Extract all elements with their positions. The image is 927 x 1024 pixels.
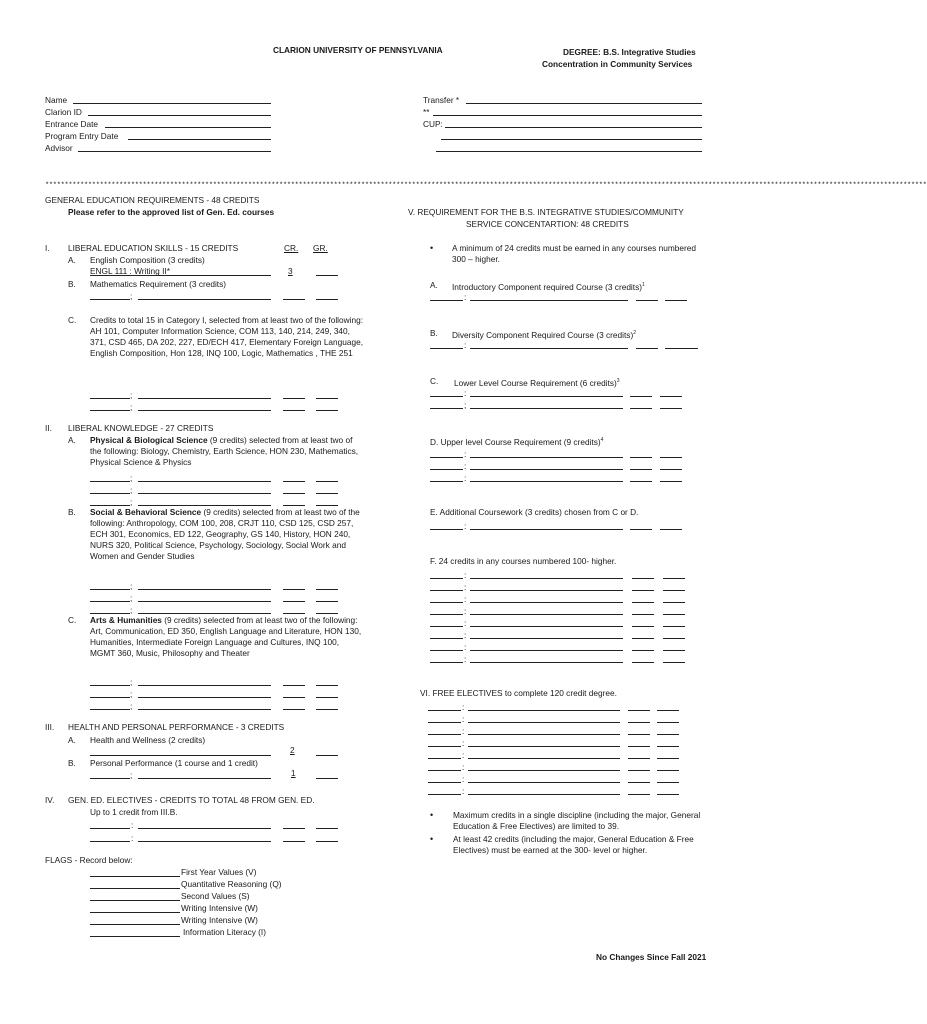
course-field[interactable] (90, 778, 130, 779)
engl-course-line (90, 275, 271, 276)
course-field[interactable] (90, 410, 130, 411)
grade-field[interactable] (316, 841, 338, 842)
separator: : (462, 750, 465, 760)
course-field[interactable] (430, 638, 463, 639)
separator: ; (130, 593, 133, 603)
note-max-credits: Maximum credits in a single discipline (including the major, General Education & Free Electives) are limited to 39. (453, 810, 701, 831)
course-field[interactable] (138, 601, 271, 602)
course-field[interactable] (138, 481, 271, 482)
credit-field[interactable] (632, 638, 654, 639)
grade-field[interactable] (316, 685, 338, 686)
cup-field-2[interactable] (441, 139, 702, 140)
gen-ed-heading: GENERAL EDUCATION REQUIREMENTS - 48 CREDITS (45, 195, 260, 205)
separator: : (462, 786, 465, 796)
name-field[interactable] (73, 103, 271, 104)
flag-label: Second Values (S) (181, 891, 250, 901)
grade-field[interactable] (660, 481, 682, 482)
credit-field[interactable] (628, 758, 650, 759)
course-field[interactable] (90, 505, 130, 506)
grade-field[interactable] (663, 662, 685, 663)
section-2-title: LIBERAL KNOWLEDGE - 27 CREDITS (68, 423, 214, 433)
separator: : (464, 594, 467, 604)
separator: : (464, 654, 467, 664)
separator: ; (130, 605, 133, 615)
course-field[interactable] (428, 758, 461, 759)
major-a-text (452, 280, 645, 293)
course-field[interactable] (470, 614, 623, 615)
grade-field[interactable] (316, 709, 338, 710)
course-field[interactable] (138, 398, 271, 399)
course-field[interactable] (430, 662, 463, 663)
flag-field[interactable] (90, 936, 180, 937)
course-field[interactable] (470, 396, 623, 397)
section-1-title: LIBERAL EDUCATION SKILLS - 15 CREDITS (68, 243, 239, 253)
course-field[interactable] (470, 300, 628, 301)
credit-field[interactable] (632, 614, 654, 615)
section-2-number: II. (45, 423, 52, 433)
credit-field[interactable] (630, 481, 652, 482)
section-2b-text (90, 507, 365, 562)
course-field[interactable] (138, 493, 271, 494)
major-d-text (430, 435, 603, 448)
cup-field[interactable] (445, 127, 702, 128)
section-2a-text (90, 435, 365, 468)
flag-field[interactable] (90, 888, 180, 889)
course-field[interactable] (430, 348, 463, 349)
course-field[interactable] (430, 481, 463, 482)
credit-field[interactable] (283, 505, 305, 506)
course-field[interactable] (90, 299, 130, 300)
course-field[interactable] (428, 782, 461, 783)
section-3b-label: B. (68, 758, 76, 768)
advisor-label: Advisor (45, 143, 73, 153)
major-c-label: C. (430, 376, 439, 386)
transfer-field-2[interactable] (433, 115, 702, 116)
course-field[interactable] (138, 410, 271, 411)
credit-field[interactable] (630, 396, 652, 397)
bullet-icon: • (430, 834, 434, 844)
separator: : (131, 820, 134, 830)
course-field[interactable] (430, 578, 463, 579)
flag-field[interactable] (90, 912, 180, 913)
separator: ; (130, 497, 133, 507)
separator: : (462, 714, 465, 724)
course-field[interactable] (430, 614, 463, 615)
credit-field[interactable] (632, 578, 654, 579)
major-e-text: E. Additional Coursework (3 credits) chosen from C or D. (430, 507, 639, 517)
credit-field[interactable] (636, 348, 658, 349)
course-field[interactable] (90, 601, 130, 602)
credit-field[interactable] (632, 662, 654, 663)
transfer-field[interactable] (466, 103, 702, 104)
major-b-text (452, 328, 636, 341)
separator: : (464, 461, 467, 471)
section-2b-bold: Social & Behavioral Science (90, 507, 202, 517)
engl-credits: 3 (288, 266, 293, 276)
course-field[interactable] (428, 770, 461, 771)
divider: ********************************************************************************************************************************************************************************************************************************** (45, 182, 927, 190)
credit-field[interactable] (628, 794, 650, 795)
separator: : (464, 582, 467, 592)
note-upper-level: At least 42 credits (including the major, General Education & Free Electives) must be earned at the 300- level or higher. (453, 834, 694, 855)
credit-field[interactable] (628, 734, 650, 735)
grade-field[interactable] (657, 746, 679, 747)
credit-field[interactable] (628, 710, 650, 711)
grade-field[interactable] (665, 300, 687, 301)
grade-field[interactable] (657, 770, 679, 771)
course-field[interactable] (138, 685, 271, 686)
flags-heading: FLAGS - Record below: (45, 855, 133, 865)
grade-field[interactable] (663, 602, 685, 603)
course-field[interactable] (470, 469, 623, 470)
course-field[interactable] (428, 710, 461, 711)
major-heading: V. REQUIREMENT FOR THE B.S. INTEGRATIVE STUDIES/COMMUNITY (408, 207, 684, 217)
grade-field[interactable] (663, 650, 685, 651)
separator: : (464, 388, 467, 398)
major-c-text (454, 376, 620, 389)
clarion-id-label: Clarion ID (45, 107, 82, 117)
degree-title: DEGREE: B.S. Integrative Studies (563, 47, 696, 57)
transfer-label: Transfer * (423, 95, 460, 105)
transfer-mark: ** (423, 107, 430, 117)
performance-credits: 1 (291, 768, 296, 778)
section-1a-label: A. (68, 255, 76, 265)
gen-ed-note: Please refer to the approved list of Gen. Ed. courses (68, 207, 275, 217)
section-2c-text (90, 615, 365, 659)
course-field[interactable] (428, 722, 461, 723)
major-f-text: F. 24 credits in any courses numbered 100- higher. (430, 556, 617, 566)
credit-field[interactable] (632, 650, 654, 651)
credit-field[interactable] (630, 457, 652, 458)
grade-field[interactable] (663, 626, 685, 627)
separator: : (462, 738, 465, 748)
credit-field[interactable] (283, 841, 305, 842)
course-field[interactable] (470, 348, 628, 349)
course-field[interactable] (470, 457, 623, 458)
grade-field[interactable] (663, 578, 685, 579)
grade-field[interactable] (316, 601, 338, 602)
course-field[interactable] (468, 782, 620, 783)
course-field[interactable] (90, 828, 130, 829)
separator: : (464, 521, 467, 531)
section-2b-label: B. (68, 507, 76, 517)
course-field[interactable] (430, 469, 463, 470)
university-title: CLARION UNIVERSITY OF PENNSYLVANIA (273, 45, 443, 55)
section-1c-label: C. (68, 315, 77, 325)
course-field[interactable] (90, 685, 130, 686)
course-field[interactable] (470, 590, 623, 591)
course-field[interactable] (470, 481, 623, 482)
gr-column-header: GR. (313, 243, 328, 253)
engl-grade-field[interactable] (316, 275, 338, 276)
health-credits: 2 (290, 745, 295, 755)
section-3-title: HEALTH AND PERSONAL PERFORMANCE - 3 CREDITS (68, 722, 285, 732)
credit-field[interactable] (628, 746, 650, 747)
major-b-title: Diversity Component Required Course (3 credits) (452, 329, 634, 340)
course-field[interactable] (468, 794, 620, 795)
section-2a-desc: (9 credits) selected from at least two of the following: Biology, Chemistry, Earth Science, HON 230, Mathematics, Physical Science & Physics (90, 435, 359, 467)
course-field[interactable] (90, 481, 130, 482)
section-1c-text: Credits to total 15 in Category I, selected from at least two of the following: AH 101, Computer Information Science, COM 113, 140, 214, 249, 340, 371, CSD 465, DA 202, 227, ED/ECH 417, Elementary Foreign Language, English Composition, Hon 128, INQ 100, Logic, Mathematics , THE 251 (90, 315, 364, 358)
grade-field[interactable] (657, 758, 679, 759)
section-2c-desc: (9 credits) selected from at least two of the following: Art, Communication, ED 350, English Language and Literature, HON 130, Humanities, Intermediate Foreign Language and Cultures, INQ 100, MGMT 360, Music, Philosophy and Theater (90, 615, 362, 658)
course-field[interactable] (90, 697, 130, 698)
credit-field[interactable] (283, 589, 305, 590)
course-field[interactable] (430, 602, 463, 603)
course-field[interactable] (470, 638, 623, 639)
course-field[interactable] (468, 746, 620, 747)
credit-field[interactable] (283, 709, 305, 710)
cr-column-header: CR. (284, 243, 299, 253)
course-field[interactable] (90, 709, 130, 710)
credit-field[interactable] (283, 828, 305, 829)
section-1b-text: Mathematics Requirement (3 credits) (90, 279, 227, 289)
grade-field[interactable] (660, 457, 682, 458)
grade-field[interactable] (316, 697, 338, 698)
separator: ; (130, 390, 133, 400)
separator: : (462, 774, 465, 784)
course-field[interactable] (430, 529, 463, 530)
cup-field-3[interactable] (436, 151, 702, 152)
major-heading-2: SERVICE CONCENTARTION: 48 CREDITS (466, 219, 629, 229)
course-field[interactable] (90, 398, 130, 399)
section-3-number: III. (45, 722, 55, 732)
free-electives-heading: VI. FREE ELECTIVES to complete 120 credit degree. (420, 688, 617, 698)
course-field[interactable] (90, 841, 130, 842)
course-field[interactable] (90, 613, 130, 614)
program-entry-date-label: Program Entry Date (45, 131, 119, 141)
credit-field[interactable] (630, 408, 652, 409)
separator: : (464, 618, 467, 628)
course-field[interactable] (470, 602, 623, 603)
separator: ; (464, 400, 467, 410)
section-2b-desc: (9 credits) selected from at least two of the following: Anthropology, COM 100, 208, CRJT 110, CSD 125, CSD 257, ECH 301, Economics, ED 122, Geography, GS 140, History, HON 240, NURS 320, Political Science, Psychology, Sociology, Social Work and Women and Gender Studies (90, 507, 360, 561)
bullet-icon: • (430, 243, 434, 253)
flag-label: Writing Intensive (W) (181, 915, 258, 925)
course-field[interactable] (470, 650, 623, 651)
course-field[interactable] (470, 408, 623, 409)
section-3a-text: Health and Wellness (2 credits) (90, 735, 206, 745)
course-field[interactable] (468, 734, 620, 735)
section-2c-label: C. (68, 615, 77, 625)
grade-field[interactable] (657, 794, 679, 795)
section-2c-bold: Arts & Humanities (90, 615, 162, 625)
separator: : (464, 473, 467, 483)
grade-field[interactable] (316, 505, 338, 506)
separator: : (464, 606, 467, 616)
flag-label: Quantitative Reasoning (Q) (181, 879, 282, 889)
footnote-1: 1 (642, 282, 645, 288)
credit-field[interactable] (283, 410, 305, 411)
section-4-number: IV. (45, 795, 55, 805)
health-course-field[interactable] (90, 755, 271, 756)
course-field[interactable] (138, 299, 271, 300)
grade-field[interactable] (316, 589, 338, 590)
credit-field[interactable] (632, 626, 654, 627)
credit-field[interactable] (628, 722, 650, 723)
footnote-4: 4 (600, 437, 604, 443)
credit-field[interactable] (630, 529, 652, 530)
course-field[interactable] (430, 626, 463, 627)
course-field[interactable] (470, 529, 623, 530)
grade-field[interactable] (660, 529, 682, 530)
credit-field[interactable] (283, 601, 305, 602)
credit-field[interactable] (283, 481, 305, 482)
grade-field[interactable] (660, 396, 682, 397)
flag-field[interactable] (90, 876, 180, 877)
section-4-sub: Up to 1 credit from III.B. (90, 807, 178, 817)
grade-field[interactable] (316, 398, 338, 399)
credit-field[interactable] (632, 590, 654, 591)
grade-field[interactable] (316, 481, 338, 482)
grade-field[interactable] (657, 722, 679, 723)
credit-field[interactable] (283, 697, 305, 698)
separator: ; (130, 701, 133, 711)
program-entry-date-field[interactable] (128, 139, 271, 140)
revision-note: No Changes Since Fall 2021 (596, 952, 707, 962)
credit-field[interactable] (632, 602, 654, 603)
major-a-label: A. (430, 280, 438, 290)
separator: : (464, 292, 467, 302)
course-field[interactable] (430, 590, 463, 591)
grade-field[interactable] (663, 638, 685, 639)
section-1b-label: B. (68, 279, 76, 289)
major-bullet-text: A minimum of 24 credits must be earned in any courses numbered 300 – higher. (452, 243, 696, 264)
section-1a-text: English Composition (3 credits) (90, 255, 205, 265)
grade-field[interactable] (316, 778, 338, 779)
credit-field[interactable] (283, 685, 305, 686)
flag-field[interactable] (90, 900, 180, 901)
course-field[interactable] (138, 709, 271, 710)
credit-field[interactable] (628, 782, 650, 783)
separator: ; (130, 402, 133, 412)
grade-field[interactable] (663, 590, 685, 591)
course-field[interactable] (430, 650, 463, 651)
course-field[interactable] (430, 396, 463, 397)
section-2a-bold: Physical & Biological Science (90, 435, 208, 445)
course-field[interactable] (138, 505, 271, 506)
grade-field[interactable] (316, 613, 338, 614)
footnote-2: 2 (633, 330, 637, 336)
credit-field[interactable] (283, 398, 305, 399)
section-3b-text: Personal Performance (1 course and 1 credit) (90, 758, 258, 768)
entrance-date-field[interactable] (105, 127, 271, 128)
separator: : (464, 630, 467, 640)
flag-label: First Year Values (V) (181, 867, 257, 877)
course-field[interactable] (428, 734, 461, 735)
section-2a-label: A. (68, 435, 76, 445)
credit-field[interactable] (630, 469, 652, 470)
grade-field[interactable] (316, 299, 338, 300)
grade-field[interactable] (660, 469, 682, 470)
grade-field[interactable] (663, 614, 685, 615)
grade-field[interactable] (657, 710, 679, 711)
course-field[interactable] (138, 697, 271, 698)
course-field[interactable] (138, 613, 271, 614)
credit-field[interactable] (283, 493, 305, 494)
clarion-id-field[interactable] (88, 115, 271, 116)
course-field[interactable] (428, 746, 461, 747)
grade-field[interactable] (657, 782, 679, 783)
flag-field[interactable] (90, 924, 180, 925)
course-field[interactable] (138, 778, 271, 779)
separator: : (462, 762, 465, 772)
separator: : (462, 726, 465, 736)
course-field[interactable] (430, 457, 463, 458)
course-field[interactable] (468, 770, 620, 771)
separator: : (464, 570, 467, 580)
separator: : (462, 702, 465, 712)
separator: ; (130, 473, 133, 483)
separator: : (464, 340, 467, 350)
flag-label: Writing Intensive (W) (181, 903, 258, 913)
grade-field[interactable] (660, 408, 682, 409)
course-field[interactable] (90, 589, 130, 590)
course-field[interactable] (138, 828, 271, 829)
credit-field[interactable] (283, 613, 305, 614)
course-field[interactable] (430, 300, 463, 301)
credit-field[interactable] (636, 300, 658, 301)
major-c-title: Lower Level Course Requirement (6 credits) (454, 377, 617, 388)
separator: : (464, 449, 467, 459)
section-3a-label: A. (68, 735, 76, 745)
course-field[interactable] (138, 589, 271, 590)
separator: : (464, 642, 467, 652)
separator: ; (130, 291, 133, 301)
separator: ; (130, 677, 133, 687)
separator: ; (130, 581, 133, 591)
separator: ; (130, 770, 133, 780)
course-field[interactable] (468, 722, 620, 723)
grade-field[interactable] (316, 410, 338, 411)
separator: ; (130, 689, 133, 699)
major-a-title: Introductory Component required Course (3 credits) (452, 281, 642, 292)
course-field[interactable] (470, 578, 623, 579)
flag-label: Information Literacy (I) (183, 927, 266, 937)
course-field[interactable] (90, 493, 130, 494)
course-field[interactable] (470, 662, 623, 663)
course-field[interactable] (428, 794, 461, 795)
major-d-title: D. Upper level Course Requirement (9 credits) (430, 436, 601, 447)
footnote-3: 3 (616, 378, 620, 384)
course-field[interactable] (138, 841, 271, 842)
separator: : (131, 833, 134, 843)
grade-field[interactable] (665, 348, 698, 349)
course-field[interactable] (468, 758, 620, 759)
major-b-label: B. (430, 328, 438, 338)
course-field[interactable] (470, 626, 623, 627)
name-label: Name (45, 95, 68, 105)
section-1-number: I. (45, 243, 50, 253)
engl-111-course: ENGL 111 : Writing II* (90, 266, 170, 276)
course-field[interactable] (468, 710, 620, 711)
credit-field[interactable] (283, 299, 305, 300)
section-4-title: GEN. ED. ELECTIVES - CREDITS TO TOTAL 48 FROM GEN. ED. (68, 795, 315, 805)
credit-field[interactable] (628, 770, 650, 771)
health-grade-field[interactable] (316, 755, 338, 756)
concentration-title: Concentration in Community Services (542, 59, 693, 69)
course-field[interactable] (430, 408, 463, 409)
advisor-field[interactable] (78, 151, 271, 152)
grade-field[interactable] (316, 493, 338, 494)
grade-field[interactable] (316, 828, 338, 829)
bullet-icon: • (430, 810, 434, 820)
cup-label: CUP: (423, 119, 443, 129)
grade-field[interactable] (657, 734, 679, 735)
entrance-date-label: Entrance Date (45, 119, 99, 129)
separator: ; (130, 485, 133, 495)
